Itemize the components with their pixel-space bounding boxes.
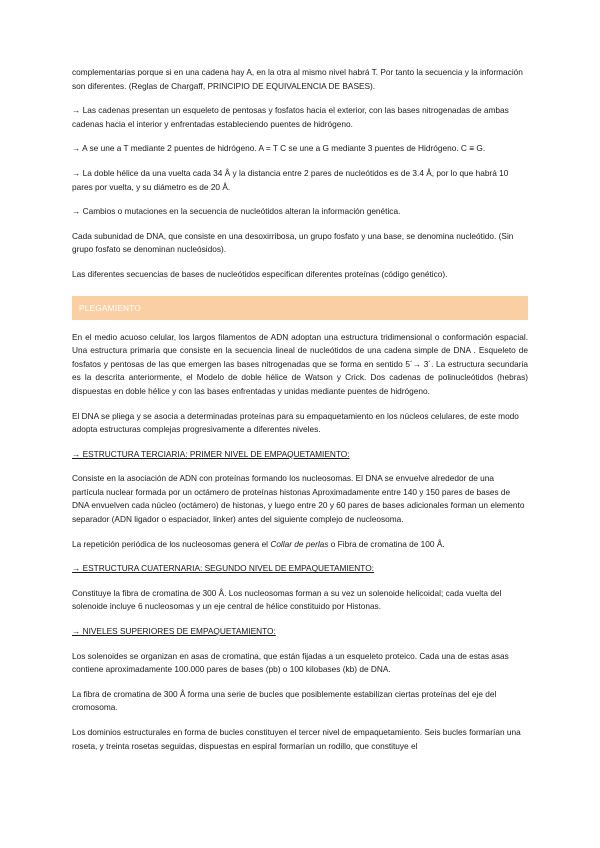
section-title: PLEGAMIENTO [79, 302, 141, 313]
paragraph-base-pairing: → A se une a T mediante 2 puentes de hidrógeno. A = T C se une a G mediante 3 puentes de Hidrógeno. C ≡ G. [72, 143, 486, 154]
text-before-italic: La repetición periódica de los nucleosomas genera el [72, 538, 271, 549]
document-page [72, 66, 528, 753]
heading-higher-levels: → NIVELES SUPERIORES DE EMPAQUETAMIENTO: [72, 626, 276, 637]
paragraph-mutations: → Cambios o mutaciones en la secuencia de nucleótidos alteran la información genética. [72, 206, 401, 217]
paragraph-solenoid: Constituye la fibra de cromatina de 300 Å. Los nucleosomas forman a su vez un solenoide helicoidal; cada vuelta del solenoide incluye 6 nucleosomas y un eje central de hélice constituido por Histonas. [72, 587, 502, 612]
paragraph-300a-fiber: La fibra de cromatina de 300 Å forma una serie de bucles que posiblemente estabilizan ciertas proteínas del eje del cromosoma. [72, 688, 497, 713]
paragraph-nucleotide: Cada subunidad de DNA, que consiste en una desoxirribosa, un grupo fosfato y una base, se denomina nucleótido. (Sin grupo fosfato se denominan nucleósidos). [72, 230, 514, 255]
paragraph-skeleton: → Las cadenas presentan un esqueleto de pentosas y fosfatos hacia el exterior, con las bases nitrogenadas de ambas cadenas hacia el interior y enfrentadas estableciendo puentes de hidrógeno. [72, 105, 509, 129]
paragraph-packaging: El DNA se pliega y se asocia a determinadas proteínas para su empaquetamiento en los núcleos celulares, de este modo adopta estructuras complejas progresivamente a diferentes niveles. [72, 410, 519, 435]
text-after-italic: o Fibra de cromatina de 100 Å. [328, 538, 445, 549]
paragraph-genetic-code: Las diferentes secuencias de bases de nucleótidos especifican diferentes proteínas (código genético). [72, 268, 448, 279]
paragraph-beads-on-string [72, 538, 528, 552]
paragraph-conformation: En el medio acuoso celular, los largos filamentos de ADN adoptan una estructura tridimensional o conformación espacial. Una estructura primaria que consiste en la secuencia lineal de nucleótidos de una cadena simple de DNA . Esqueleto de fosfatos y pentosas de las que emergen las bases nitrogenadas que se forma en sentido 5´→ 3´. La estructura secundaria es la descrita anteriormente, el Modelo de doble hélice de Watson y Crick. Dos cadenas de polinucleótidos (hebras) dispuestas en doble hélice y con las bases enfrentadas y unidas mediante puentes de hidrógeno. [72, 331, 528, 396]
heading-tertiary-structure: → ESTRUCTURA TERCIARIA: PRIMER NIVEL DE EMPAQUETAMIENTO: [72, 448, 350, 459]
paragraph-structural-domains: Los dominios estructurales en forma de bucles constituyen el tercer nivel de empaquetamiento. Seis bucles formarían una roseta, y treinta rosetas seguidas, dispuestas en espiral formarían un rodillo, que constituye el [72, 727, 521, 751]
paragraph-chargaff: complementarias porque si en una cadena hay A, en la otra al mismo nivel habrá T. Por tanto la secuencia y la información son diferentes. (Reglas de Chargaff, PRINCIPIO DE EQUIVALENCIA DE BASES). [72, 67, 523, 91]
section-heading-plegamiento [72, 296, 528, 320]
paragraph-helix-dimensions: → La doble hélice da una vuelta cada 34 Å y la distancia entre 2 pares de nucleótidos es de 3.4 Å, por lo que habrá 10 pares por vuelta, y su diámetro es de 20 Å. [72, 167, 509, 192]
paragraph-nucleosomes: Consiste en la asociación de ADN con proteínas formando los nucleosomas. El DNA se envuelve alrededor de una partícula nuclear formada por un octámero de proteínas histonas Aproximadamente entre 140 y 150 pares de bases de DNA envuelven cada núcleo (octámero) de histonas, y luego entre 20 y 60 pares de bases adicionales forman un elemento separador (ADN ligador o espaciador, linker) antes del siguiente complejo de nucleosoma. [72, 473, 525, 525]
paragraph-chromatin-loops: Los solenoides se organizan en asas de cromatina, que están fijadas a un esqueleto proteico. Cada una de estas asas contiene aproximadamente 100.000 pares de bases (pb) o 100 kilobases (kb) de DNA. [72, 650, 509, 675]
italic-term: Collar de perlas [270, 538, 329, 549]
heading-quaternary-structure: → ESTRUCTURA CUATERNARIA: SEGUNDO NIVEL DE EMPAQUETAMIENTO: [72, 563, 374, 574]
